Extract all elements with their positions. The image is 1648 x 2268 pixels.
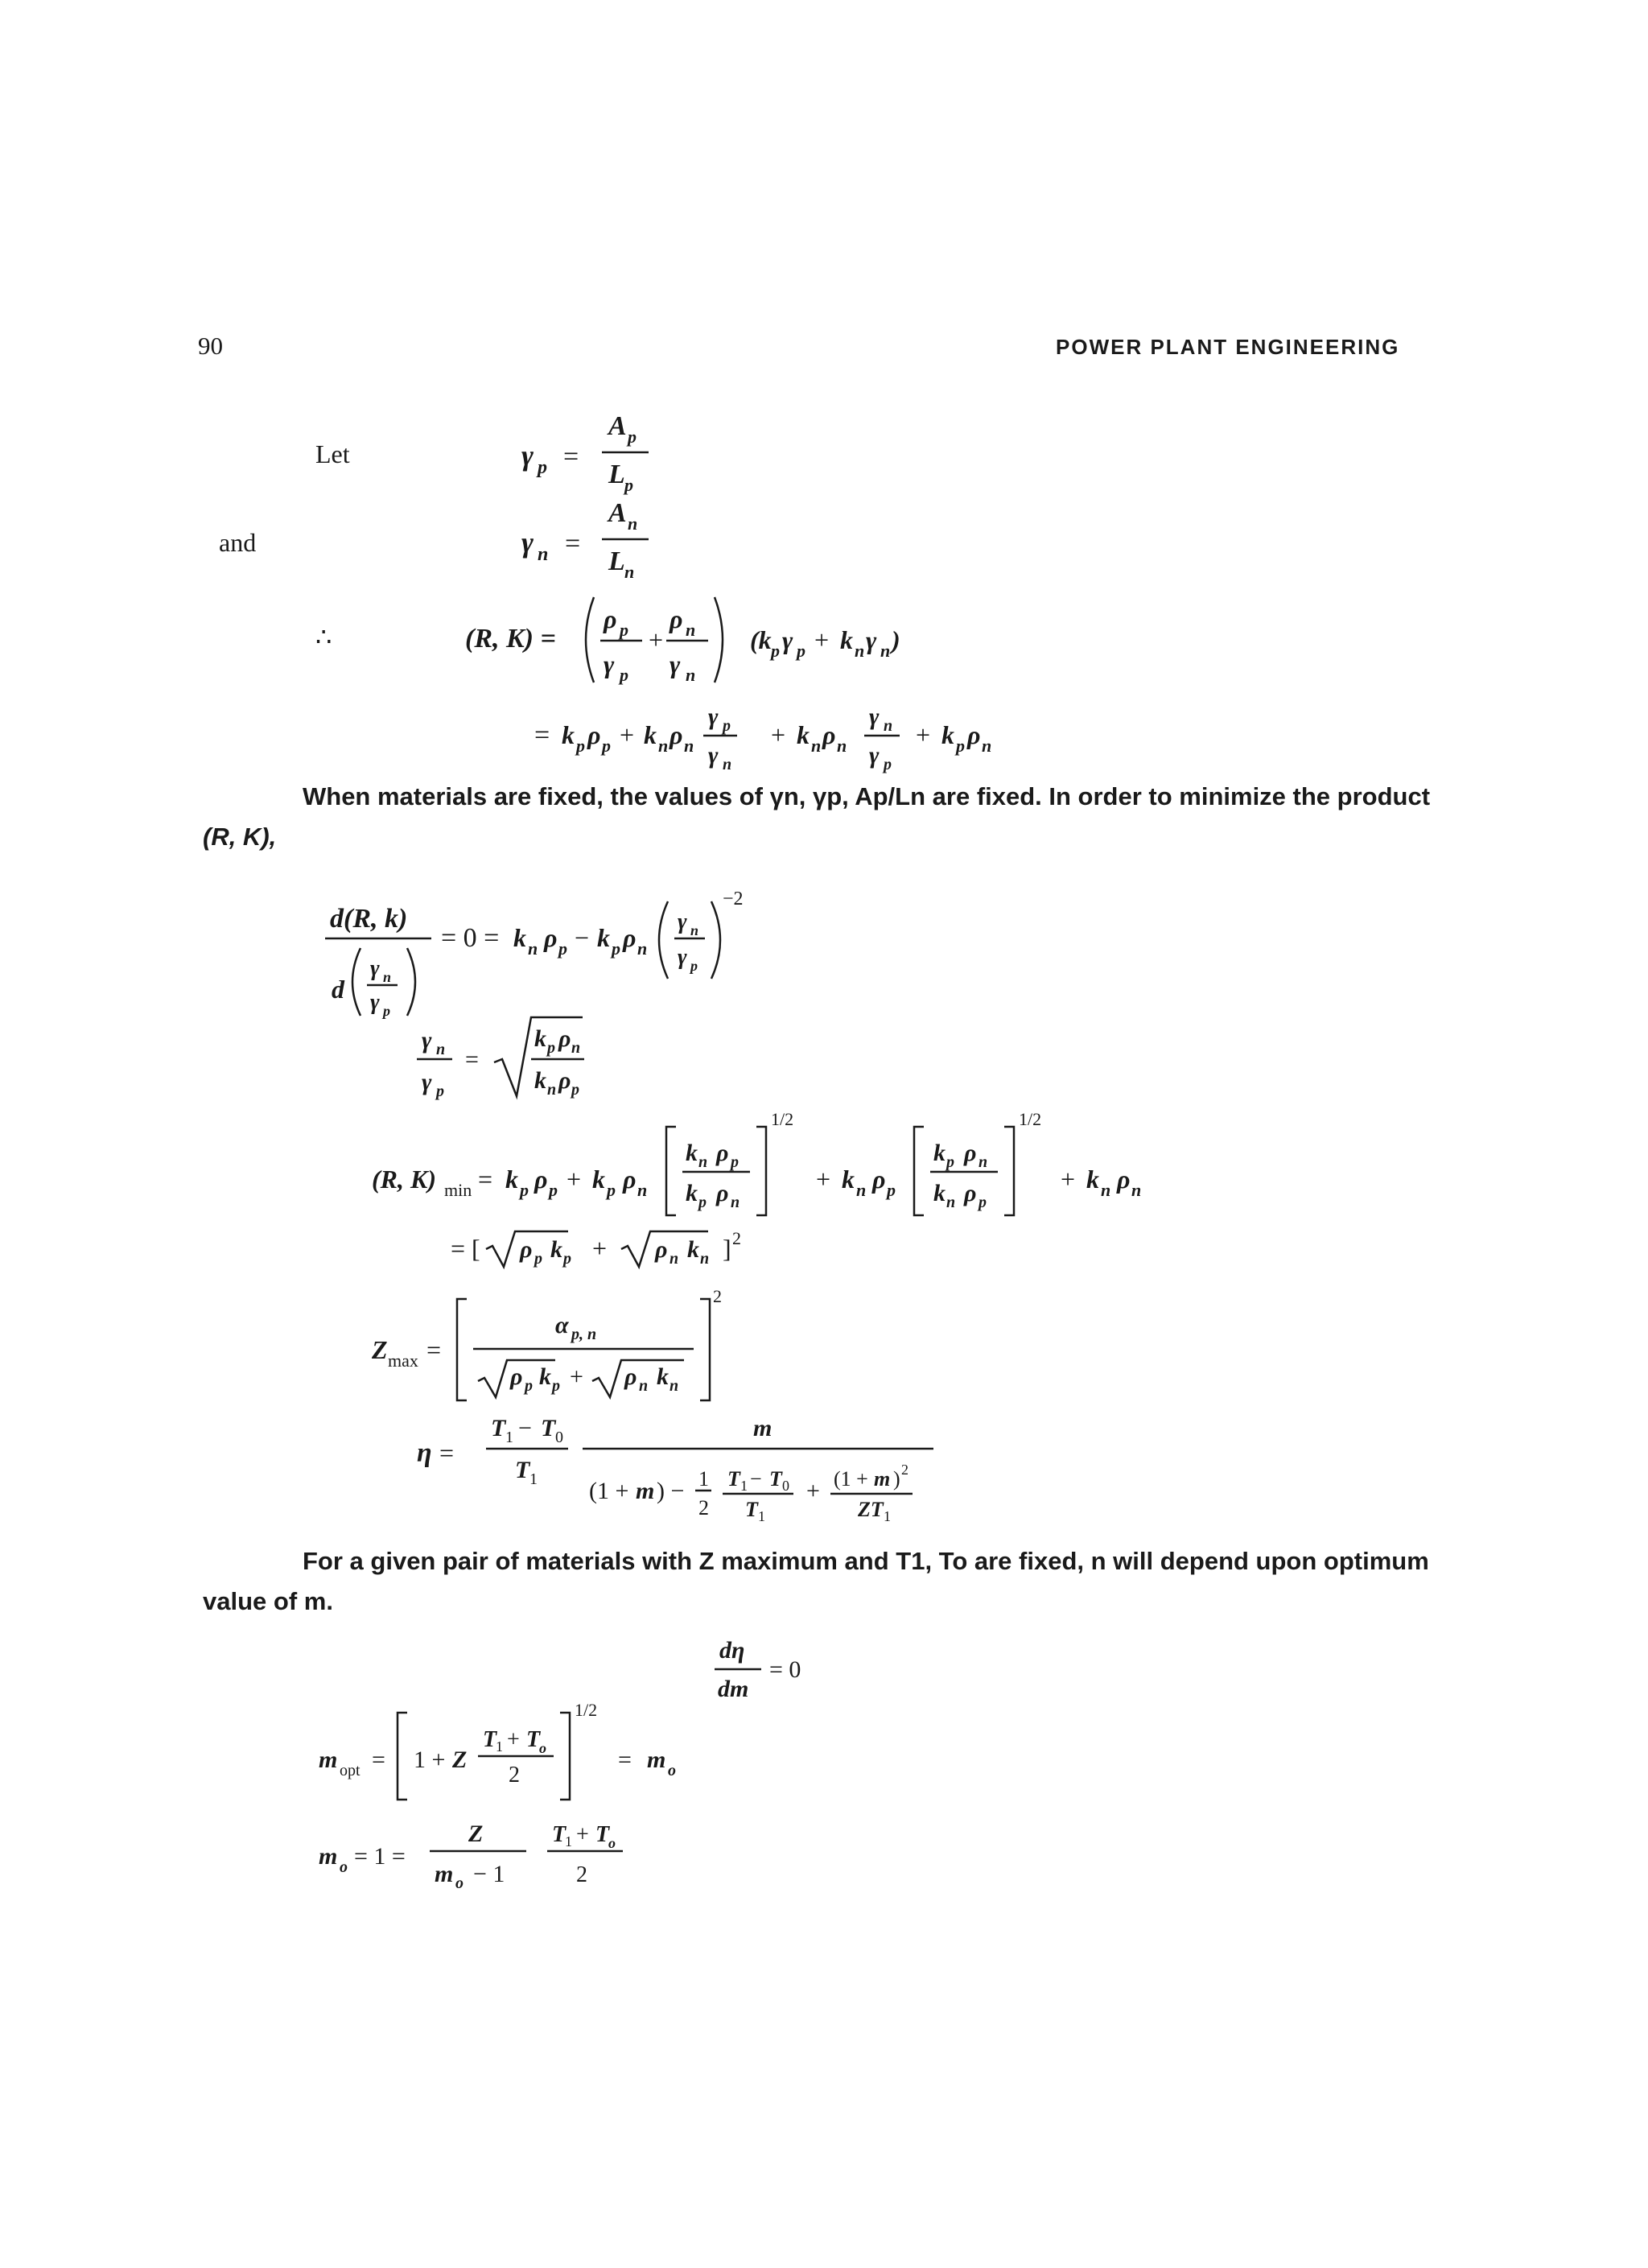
svg-text:p: p xyxy=(956,736,965,756)
svg-text:m: m xyxy=(319,1843,338,1870)
svg-text:ρ: ρ xyxy=(822,720,836,749)
paragraph-2-line-1: For a given pair of materials with Z maximum and T1, To are fixed, n will depend upon optimum xyxy=(303,1547,1429,1575)
svg-text:n: n xyxy=(982,736,992,756)
svg-text:ρ: ρ xyxy=(510,1363,523,1390)
svg-text:k: k xyxy=(941,720,954,749)
svg-text:p: p xyxy=(576,736,585,756)
svg-text:+: + xyxy=(816,1165,831,1194)
svg-text:T: T xyxy=(541,1415,556,1441)
svg-text:=: = xyxy=(565,529,581,559)
equation-optimum-condition xyxy=(715,1637,801,1702)
svg-text:k: k xyxy=(534,1025,546,1052)
svg-text:dm: dm xyxy=(718,1676,749,1702)
equation-m-opt xyxy=(319,1700,676,1800)
svg-text:n: n xyxy=(856,1180,867,1200)
svg-text:+: + xyxy=(916,720,931,749)
svg-text:p: p xyxy=(563,1250,571,1268)
svg-text:m: m xyxy=(753,1415,772,1441)
svg-text:γ: γ xyxy=(521,526,534,559)
svg-text:n: n xyxy=(700,1250,710,1268)
svg-text:n: n xyxy=(855,641,865,661)
equation-m-o xyxy=(319,1821,623,1892)
svg-text:Z: Z xyxy=(468,1821,484,1847)
svg-text:=: = xyxy=(478,1165,493,1194)
svg-text:ρ: ρ xyxy=(1117,1165,1131,1194)
svg-text:T: T xyxy=(526,1727,541,1752)
svg-text:1: 1 xyxy=(496,1738,503,1755)
svg-text:k: k xyxy=(550,1236,562,1263)
svg-text:m: m xyxy=(647,1746,666,1773)
svg-text:ρ: ρ xyxy=(964,1180,977,1206)
svg-text:1 +: 1 + xyxy=(414,1746,446,1773)
svg-text:m: m xyxy=(636,1478,655,1504)
word-let: Let xyxy=(315,439,350,468)
svg-text:n: n xyxy=(690,922,699,938)
svg-text:ρ: ρ xyxy=(964,1140,977,1166)
svg-text:k: k xyxy=(657,1363,669,1390)
svg-text:min: min xyxy=(444,1180,472,1200)
svg-text:k: k xyxy=(513,923,526,952)
svg-text:dη: dη xyxy=(719,1637,745,1664)
svg-text:Z: Z xyxy=(372,1335,388,1364)
svg-text:ρ: ρ xyxy=(670,604,683,633)
svg-text:+: + xyxy=(806,1478,820,1504)
svg-text:max: max xyxy=(388,1350,418,1371)
svg-text:γ: γ xyxy=(866,625,877,654)
svg-text:p: p xyxy=(620,665,628,685)
equation-rk-min xyxy=(372,1109,1141,1215)
svg-text:n: n xyxy=(811,736,822,756)
svg-text:T: T xyxy=(515,1457,530,1483)
paragraph-1-line-2: (R, K), xyxy=(203,823,277,851)
svg-text:n: n xyxy=(528,938,538,959)
svg-text:p: p xyxy=(797,641,805,661)
svg-text:ρ: ρ xyxy=(520,1236,533,1263)
equation-ratio xyxy=(417,1017,584,1100)
svg-text:1: 1 xyxy=(698,1467,709,1491)
svg-text:=: = xyxy=(439,1438,455,1467)
svg-text:= 1 =: = 1 = xyxy=(354,1843,406,1870)
svg-text:d: d xyxy=(332,975,344,1004)
svg-text:T: T xyxy=(552,1822,566,1847)
svg-text:k: k xyxy=(597,923,610,952)
svg-text:p: p xyxy=(946,1153,954,1171)
svg-text:n: n xyxy=(658,736,669,756)
svg-text:p: p xyxy=(887,1180,896,1200)
svg-text:α: α xyxy=(555,1312,569,1338)
svg-text:−: − xyxy=(575,923,590,952)
svg-text:γ: γ xyxy=(869,742,880,769)
svg-text:− 1: − 1 xyxy=(473,1861,505,1887)
svg-text:opt: opt xyxy=(340,1762,360,1779)
svg-text:2: 2 xyxy=(576,1862,587,1887)
svg-text:n: n xyxy=(670,1250,679,1268)
svg-text:o: o xyxy=(340,1858,348,1876)
svg-text:1: 1 xyxy=(758,1508,765,1524)
svg-text:+: + xyxy=(592,1234,608,1263)
svg-text:ρ: ρ xyxy=(558,1025,571,1052)
svg-text:k: k xyxy=(842,1165,855,1194)
svg-text:γ: γ xyxy=(708,742,719,769)
paragraph-1-line-1: When materials are fixed, the values of γn, γp, Ap/Ln are fixed. In order to minimize the product xyxy=(303,782,1431,810)
svg-text:n: n xyxy=(637,938,648,959)
svg-text:n: n xyxy=(628,513,638,534)
svg-text:n: n xyxy=(670,1377,679,1395)
svg-text:L: L xyxy=(608,546,625,576)
svg-text:n: n xyxy=(1131,1180,1142,1200)
running-title: POWER PLANT ENGINEERING xyxy=(1056,335,1400,359)
svg-text:η: η xyxy=(417,1438,432,1468)
svg-text:p: p xyxy=(547,1039,555,1057)
svg-text:ρ: ρ xyxy=(558,1067,571,1094)
equation-rk-expanded xyxy=(534,703,991,773)
svg-text:+: + xyxy=(570,1363,583,1390)
svg-text:=: = xyxy=(534,720,550,750)
svg-text:γ: γ xyxy=(782,625,793,654)
svg-text:1: 1 xyxy=(565,1833,572,1849)
svg-text:n: n xyxy=(639,1377,649,1395)
svg-text:n: n xyxy=(547,1081,557,1099)
svg-text:k: k xyxy=(687,1236,699,1263)
svg-text:p: p xyxy=(549,1180,558,1200)
svg-text:2: 2 xyxy=(698,1496,709,1520)
svg-text:=: = xyxy=(563,442,579,472)
page-number: 90 xyxy=(198,332,223,360)
svg-text:k: k xyxy=(840,625,853,654)
svg-text:ρ: ρ xyxy=(967,720,981,749)
svg-text:p: p xyxy=(602,736,611,756)
svg-text:γ: γ xyxy=(422,1069,432,1095)
svg-text:(R, K) =: (R, K) = xyxy=(465,624,556,654)
svg-text:n: n xyxy=(837,736,847,756)
svg-text:γ: γ xyxy=(670,649,681,678)
svg-text:+: + xyxy=(507,1727,520,1752)
svg-text:ρ: ρ xyxy=(623,923,637,952)
svg-text:T: T xyxy=(745,1498,758,1521)
svg-text:=: = xyxy=(426,1335,442,1364)
svg-text:n: n xyxy=(946,1194,956,1211)
svg-text:+: + xyxy=(1061,1165,1076,1194)
svg-text:p: p xyxy=(558,938,567,959)
svg-text:T: T xyxy=(727,1467,740,1491)
svg-text:ZT: ZT xyxy=(858,1498,884,1521)
svg-text:γ: γ xyxy=(370,990,380,1015)
svg-text:k: k xyxy=(686,1180,698,1206)
svg-text:n: n xyxy=(880,641,891,661)
svg-text:k: k xyxy=(644,720,657,749)
svg-text:k: k xyxy=(592,1165,605,1194)
svg-text:n: n xyxy=(383,969,392,985)
svg-text:n: n xyxy=(684,736,694,756)
svg-text:+: + xyxy=(814,625,830,654)
svg-text:p: p xyxy=(436,1082,444,1100)
svg-text:p: p xyxy=(723,717,731,735)
svg-text:γ: γ xyxy=(521,439,534,472)
svg-text:k: k xyxy=(539,1363,551,1390)
svg-text:): ) xyxy=(892,625,900,654)
svg-text:ρ: ρ xyxy=(604,604,617,633)
svg-text:=: = xyxy=(372,1746,385,1773)
svg-text:n: n xyxy=(571,1039,581,1057)
svg-text:k: k xyxy=(686,1140,698,1166)
svg-text:= 0 =: = 0 = xyxy=(441,923,500,953)
svg-text:k: k xyxy=(1086,1165,1099,1194)
svg-text:d(R, k): d(R, k) xyxy=(330,904,408,934)
svg-text:−: − xyxy=(518,1415,532,1441)
svg-text:ρ: ρ xyxy=(544,923,558,952)
svg-text:= [: = [ xyxy=(451,1234,480,1263)
svg-text:p: p xyxy=(520,1180,529,1200)
equation-derivative xyxy=(325,889,744,1019)
svg-text:0: 0 xyxy=(555,1429,563,1446)
svg-text:n: n xyxy=(723,756,732,773)
svg-text:p: p xyxy=(771,641,780,661)
svg-text:k: k xyxy=(933,1140,946,1166)
svg-text:n: n xyxy=(538,544,549,565)
svg-text:γ: γ xyxy=(869,703,880,730)
svg-text:p: p xyxy=(731,1153,739,1171)
svg-text:T: T xyxy=(483,1727,497,1752)
svg-text:ρ: ρ xyxy=(716,1180,729,1206)
word-and: and xyxy=(219,528,257,557)
svg-text:k: k xyxy=(562,720,575,749)
svg-text:−2: −2 xyxy=(723,889,744,909)
svg-text:T: T xyxy=(769,1467,782,1491)
svg-text:p: p xyxy=(571,1081,579,1099)
svg-text:ρ: ρ xyxy=(655,1236,668,1263)
svg-text:A: A xyxy=(608,498,627,528)
svg-text:n: n xyxy=(731,1194,740,1211)
svg-text:p: p xyxy=(978,1194,987,1211)
svg-text:A: A xyxy=(608,411,627,441)
svg-text:p: p xyxy=(552,1377,560,1395)
svg-text:1: 1 xyxy=(884,1508,891,1524)
svg-text:+: + xyxy=(649,625,664,654)
svg-text:o: o xyxy=(608,1835,616,1851)
svg-text:1: 1 xyxy=(529,1470,538,1488)
svg-text:n: n xyxy=(624,562,635,582)
svg-text:p, n: p, n xyxy=(571,1326,597,1343)
svg-text:(k: (k xyxy=(750,625,772,654)
svg-text:=: = xyxy=(618,1746,632,1773)
svg-text:+: + xyxy=(771,720,786,749)
svg-text:T: T xyxy=(595,1822,610,1847)
svg-text:1: 1 xyxy=(740,1478,748,1494)
svg-text:γ: γ xyxy=(422,1027,432,1054)
svg-text:γ: γ xyxy=(678,945,687,970)
svg-text:p: p xyxy=(690,958,698,974)
svg-text:n: n xyxy=(1101,1180,1111,1200)
equation-z-max xyxy=(371,1286,722,1400)
svg-text:(1 +: (1 + xyxy=(589,1478,629,1504)
svg-text:p: p xyxy=(624,475,633,495)
svg-text:n: n xyxy=(436,1041,446,1058)
svg-text:2: 2 xyxy=(901,1462,908,1478)
svg-text:p: p xyxy=(612,938,620,959)
svg-text:): ) xyxy=(893,1467,900,1491)
svg-text:p: p xyxy=(620,620,628,640)
equation-rk-min-simplified xyxy=(451,1228,741,1268)
svg-text:+: + xyxy=(566,1165,582,1194)
svg-text:k: k xyxy=(797,720,810,749)
svg-text:2: 2 xyxy=(732,1228,741,1248)
svg-text:ρ: ρ xyxy=(716,1140,729,1166)
svg-text:1/2: 1/2 xyxy=(771,1109,794,1129)
svg-text:p: p xyxy=(607,1180,616,1200)
svg-text:) −: ) − xyxy=(657,1478,685,1504)
svg-text:ρ: ρ xyxy=(872,1165,886,1194)
svg-text:p: p xyxy=(383,1003,390,1019)
svg-text:k: k xyxy=(933,1180,946,1206)
paragraph-2-line-2: value of m. xyxy=(203,1587,333,1615)
svg-text:p: p xyxy=(884,756,892,773)
svg-text:n: n xyxy=(637,1180,648,1200)
svg-text:m: m xyxy=(874,1467,891,1491)
svg-text:ρ: ρ xyxy=(587,720,601,749)
svg-text:p: p xyxy=(525,1377,533,1395)
svg-text:γ: γ xyxy=(678,909,687,934)
svg-text:n: n xyxy=(698,1153,708,1171)
svg-text:+: + xyxy=(620,720,635,749)
equation-gamma-p xyxy=(521,411,649,495)
svg-text:]: ] xyxy=(723,1234,731,1263)
svg-text:1: 1 xyxy=(505,1429,513,1446)
svg-text:o: o xyxy=(539,1740,546,1756)
svg-text:n: n xyxy=(686,620,696,640)
svg-text:n: n xyxy=(884,717,893,735)
svg-text:o: o xyxy=(455,1874,464,1892)
equation-efficiency xyxy=(417,1415,933,1524)
svg-text:m: m xyxy=(435,1861,454,1887)
svg-text:p: p xyxy=(534,1250,542,1268)
svg-text:ρ: ρ xyxy=(624,1363,637,1390)
svg-text:m: m xyxy=(319,1746,338,1773)
svg-text:k: k xyxy=(534,1067,546,1094)
svg-text:−: − xyxy=(750,1467,762,1491)
svg-text:Z: Z xyxy=(452,1746,468,1773)
equation-rk-product xyxy=(465,597,900,685)
svg-text:p: p xyxy=(538,457,547,478)
svg-text:0: 0 xyxy=(782,1478,789,1494)
svg-text:2: 2 xyxy=(713,1286,722,1306)
svg-text:= 0: = 0 xyxy=(769,1656,801,1683)
svg-text:(1 +: (1 + xyxy=(834,1467,868,1491)
svg-text:γ: γ xyxy=(708,703,719,730)
svg-text:n: n xyxy=(686,665,696,685)
svg-text:ρ: ρ xyxy=(623,1165,637,1194)
svg-text:=: = xyxy=(465,1046,479,1073)
svg-text:+: + xyxy=(576,1822,589,1847)
svg-text:1/2: 1/2 xyxy=(575,1700,598,1720)
svg-text:ρ: ρ xyxy=(534,1165,548,1194)
svg-text:n: n xyxy=(978,1153,988,1171)
therefore-symbol: ∴ xyxy=(315,622,332,651)
svg-text:T: T xyxy=(491,1415,506,1441)
svg-text:k: k xyxy=(505,1165,518,1194)
svg-text:o: o xyxy=(668,1762,676,1779)
svg-text:p: p xyxy=(628,427,637,447)
svg-text:2: 2 xyxy=(509,1763,520,1788)
svg-text:p: p xyxy=(698,1194,707,1211)
svg-text:(R, K): (R, K) xyxy=(372,1165,436,1194)
svg-text:ρ: ρ xyxy=(670,720,683,749)
svg-text:L: L xyxy=(608,460,625,489)
svg-text:1/2: 1/2 xyxy=(1019,1109,1042,1129)
svg-text:γ: γ xyxy=(604,649,615,678)
equation-gamma-n xyxy=(521,498,649,582)
svg-text:γ: γ xyxy=(370,956,380,981)
